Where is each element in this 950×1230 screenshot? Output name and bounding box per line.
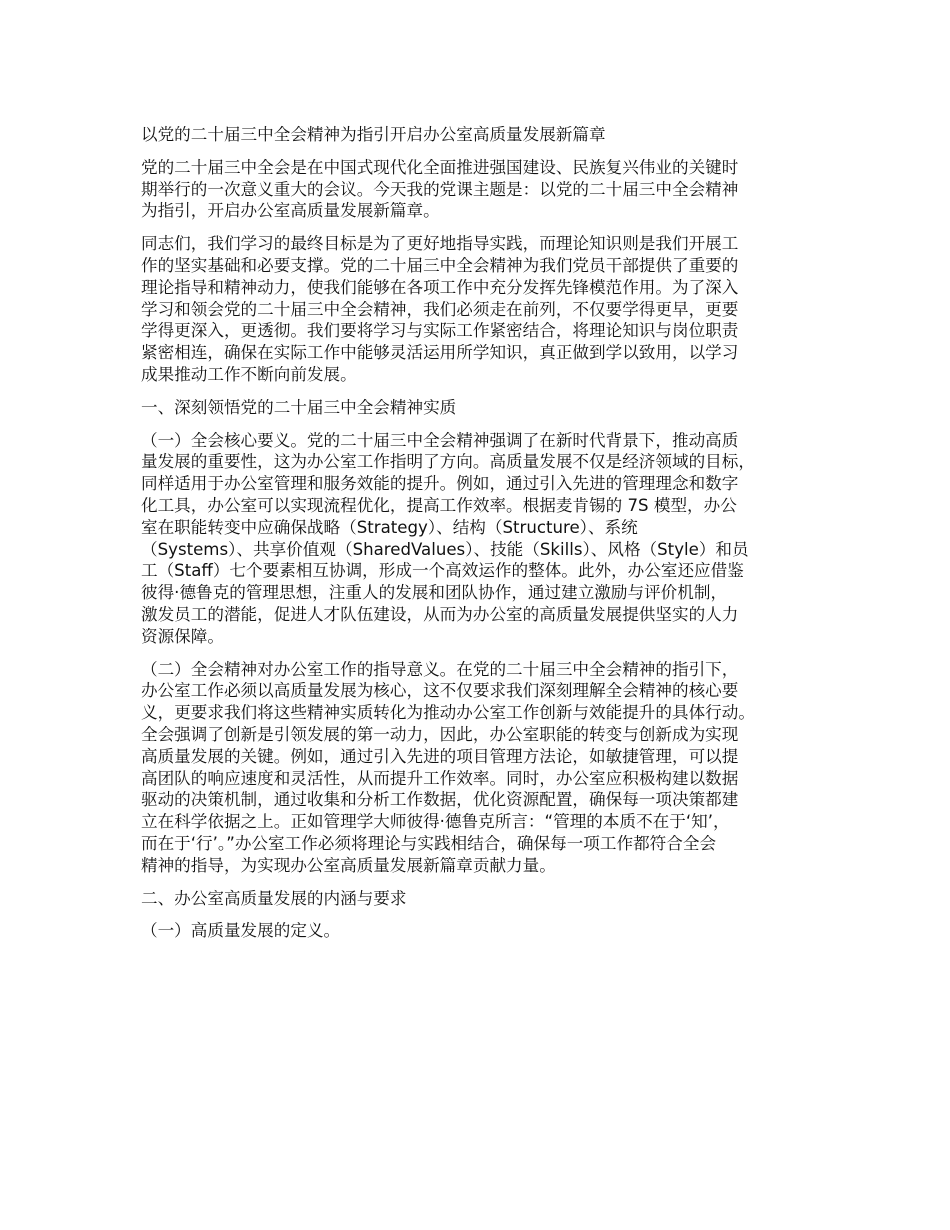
text-line: 为指引，开启办公室高质量发展新篇章。 <box>141 201 440 221</box>
text-line: 紧密相连，确保在实际工作中能够灵活运用所学知识，真正做到学以致用，以学习 <box>141 343 739 363</box>
paragraph-guiding-significance <box>141 659 831 877</box>
text-line: 党的二十届三中全会是在中国式现代化全面推进强国建设、民族复兴伟业的关键时 <box>141 157 739 177</box>
text-line: 立在科学依据之上。正如管理学大师彼得·德鲁克所言：“管理的本质不在于‘知’， <box>141 812 730 832</box>
text-line: 而在于‘行’。”办公室工作必须将理论与实践相结合，确保每一项工作都符合全会 <box>141 833 717 853</box>
text-line: 工（Staff）七个要素相互协调，形成一个高效运作的整体。此外，办公室还应借鉴 <box>141 561 744 581</box>
text-line: 学习和领会党的二十届三中全会精神，我们必须走在前列，不仅要学得更早，更要 <box>141 299 739 319</box>
text-line: 成果推动工作不断向前发展。 <box>141 364 357 384</box>
section-heading-2 <box>141 888 831 910</box>
text-line: 激发员工的潜能，促进人才队伍建设，从而为办公室的高质量发展提供坚实的人力 <box>141 604 739 624</box>
text-line: 学得更深入，更透彻。我们要将学习与实际工作紧密结合，将理论知识与岗位职责 <box>141 321 739 341</box>
heading-text: 二、办公室高质量发展的内涵与要求 <box>141 888 407 908</box>
text-line: （Systems）、共享价值观（SharedValues）、技能（Skills）、风格（Style）和员 <box>141 539 749 559</box>
text-line: 精神的指导，为实现办公室高质量发展新篇章贡献力量。 <box>141 855 556 875</box>
text-line: 室在职能转变中应确保战略（Strategy）、结构（Structure）、系统 <box>141 517 638 537</box>
section-heading-1 <box>141 397 831 419</box>
document-page <box>141 124 831 953</box>
text-line: 量发展的重要性，这为办公室工作指明了方向。高质量发展不仅是经济领域的目标， <box>141 452 755 472</box>
text-line: 同志们，我们学习的最终目标是为了更好地指导实践，而理论知识则是我们开展工 <box>141 234 739 254</box>
text-line: 资源保障。 <box>141 626 224 646</box>
text-line: （一）全会核心要义。党的二十届三中全会精神强调了在新时代背景下，推动高质 <box>141 430 739 450</box>
text-line: 期举行的一次意义重大的会议。今天我的党课主题是：以党的二十届三中全会精神 <box>141 179 739 199</box>
paragraph-core-essence <box>141 430 831 648</box>
subsection-heading-definition <box>141 920 831 942</box>
paragraph-intro <box>141 157 831 222</box>
text-line: 高团队的响应速度和灵活性，从而提升工作效率。同时，办公室应积极构建以数据 <box>141 768 739 788</box>
text-line: 理论指导和精神动力，使我们能够在各项工作中充分发挥先锋模范作用。为了深入 <box>141 277 739 297</box>
text-line: 作的坚实基础和必要支撑。党的二十届三中全会精神为我们党员干部提供了重要的 <box>141 255 739 275</box>
paragraph-comrades <box>141 233 831 386</box>
text-line: 全会强调了创新是引领发展的第一动力，因此，办公室职能的转变与创新成为实现 <box>141 724 739 744</box>
heading-text: 一、深刻领悟党的二十届三中全会精神实质 <box>141 397 457 417</box>
text-line: 驱动的决策机制，通过收集和分析工作数据，优化资源配置，确保每一项决策都建 <box>141 790 739 810</box>
text-line: 彼得·德鲁克的管理思想，注重人的发展和团队协作，通过建立激励与评价机制， <box>141 583 728 603</box>
title-text: 以党的二十届三中全会精神为指引开启办公室高质量发展新篇章 <box>141 125 606 144</box>
text-line: 义，更要求我们将这些精神实质转化为推动办公室工作创新与效能提升的具体行动。 <box>141 703 755 723</box>
heading-text: （一）高质量发展的定义。 <box>141 921 341 941</box>
document-title <box>141 124 831 146</box>
text-line: 办公室工作必须以高质量发展为核心，这不仅要求我们深刻理解全会精神的核心要 <box>141 681 739 701</box>
text-line: 高质量发展的关键。例如，通过引入先进的项目管理方法论，如敏捷管理，可以提 <box>141 746 739 766</box>
text-line: 同样适用于办公室管理和服务效能的提升。例如，通过引入先进的管理理念和数字 <box>141 474 739 494</box>
text-line: （二）全会精神对办公室工作的指导意义。在党的二十届三中全会精神的指引下， <box>141 659 739 679</box>
text-line: 化工具，办公室可以实现流程优化，提高工作效率。根据麦肯锡的 7S 模型，办公 <box>141 495 737 515</box>
